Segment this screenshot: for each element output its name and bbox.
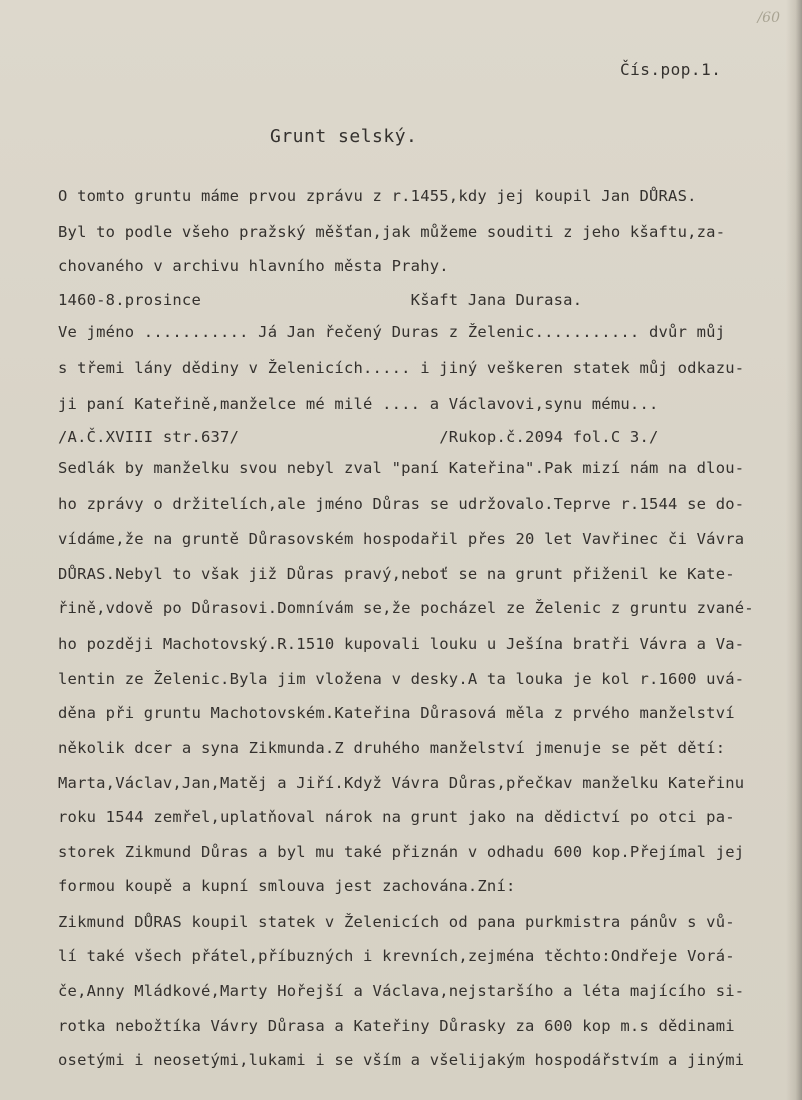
text-line: O tomto gruntu máme prvou zprávu z r.1455,kdy jej koupil Jan DŮRAS. — [58, 187, 697, 205]
text-line: chovaného v archivu hlavního města Prahy. — [58, 257, 449, 275]
text-line: Ve jméno ........... Já Jan řečený Duras z Želenic........... dvůr můj — [58, 323, 726, 341]
text-line: rotka nebožtíka Vávry Důrasa a Kateřiny Důrasky za 600 kop m.s dědinami — [58, 1017, 735, 1035]
text-line: ho zprávy o držitelích,ale jméno Důras se udržovalo.Teprve r.1544 se do- — [58, 495, 745, 513]
text-line: Sedlák by manželku svou nebyl zval "paní Kateřina".Pak mizí nám na dlou- — [58, 459, 745, 477]
text-line: řině,vdově po Důrasovi.Domnívám se,že pocházel ze Želenic z gruntu zvané- — [58, 599, 754, 617]
text-line: děna při gruntu Machotovském.Kateřina Důrasová měla z prvého manželství — [58, 704, 735, 722]
house-number-header: Čís.pop.1. — [620, 60, 722, 79]
document-title: Grunt selský. — [270, 126, 418, 147]
text-line: osetými i neosetými,lukami i se vším a všelijakým hospodářstvím a jinými — [58, 1051, 745, 1069]
text-line: če,Anny Mládkové,Marty Hořejší a Václava,nejstaršího a léta majícího si- — [58, 982, 745, 1000]
text-line: Byl to podle všeho pražský měšťan,jak můžeme souditi z jeho kšaftu,za- — [58, 223, 726, 241]
text-line: storek Zikmund Důras a byl mu také přiznán v odhadu 600 kop.Přejímal jej — [58, 843, 745, 861]
text-line: několik dcer a syna Zikmunda.Z druhého manželství jmenuje se pět dětí: — [58, 739, 726, 757]
corner-page-mark: /60 — [757, 10, 780, 26]
text-line: formou koupě a kupní smlouva jest zachována.Zní: — [58, 877, 516, 895]
text-line: s třemi lány dědiny v Želenicích..... i jiný veškeren statek můj odkazu- — [58, 359, 745, 377]
text-line: ji paní Kateřině,manželce mé milé .... a Václavovi,synu mému... — [58, 395, 659, 413]
text-line: lí také všech přátel,příbuzných i krevních,zejména těchto:Ondřeje Vorá- — [58, 947, 735, 965]
text-line: Zikmund DŮRAS koupil statek v Želenicích od pana purkmistra pánův s vů- — [58, 913, 735, 931]
text-line: /A.Č.XVIII str.637/ /Rukop.č.2094 fol.C 3./ — [58, 428, 659, 446]
text-line: vídáme,že na gruntě Důrasovském hospodařil přes 20 let Vavřinec či Vávra — [58, 530, 745, 548]
text-line: 1460-8.prosince Kšaft Jana Durasa. — [58, 291, 583, 309]
text-line: lentin ze Želenic.Byla jim vložena v desky.A ta louka je kol r.1600 uvá- — [58, 670, 745, 688]
text-line: DŮRAS.Nebyl to však již Důras pravý,neboť se na grunt přiženil ke Kate- — [58, 565, 735, 583]
text-line: Marta,Václav,Jan,Matěj a Jiří.Když Vávra Důras,přečkav manželku Kateřinu — [58, 774, 745, 792]
page-edge-shadow — [786, 0, 802, 1100]
text-line: roku 1544 zemřel,uplatňoval nárok na grunt jako na dědictví po otci pa- — [58, 808, 735, 826]
text-line: ho později Machotovský.R.1510 kupovali louku u Ješína bratři Vávra a Va- — [58, 635, 745, 653]
